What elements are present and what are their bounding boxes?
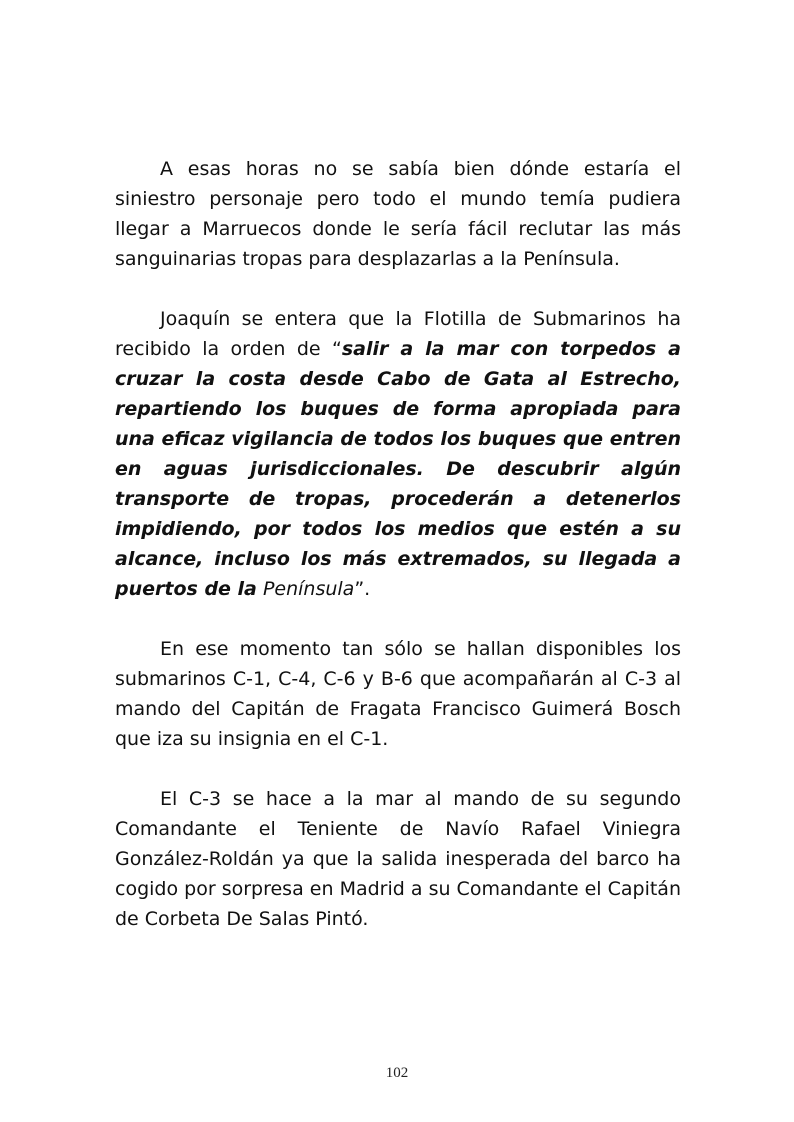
paragraph-2-tail: ”. bbox=[354, 578, 371, 600]
paragraph-3: En ese momento tan sólo se hallan disponibles los submarinos C-1, C-4, C-6 y B-6 que acompañarán al C-3 al mando del Capitán de Fragata Francisco Guimerá Bosch que iza su insignia en el C-1. bbox=[115, 638, 681, 750]
page-number: 102 bbox=[385, 1065, 409, 1081]
paragraph-2-lead: Joaquín se entera que la Flotilla de Submarinos ha recibido la orden de “ bbox=[115, 308, 681, 360]
paragraph-2 bbox=[115, 304, 681, 604]
paragraph-1: A esas horas no se sabía bien dónde estaría el siniestro personaje pero todo el mundo temía pudiera llegar a Marruecos donde le sería fácil reclutar las más sanguinarias tropas para desplazarlas a la Península. bbox=[115, 158, 681, 270]
order-quote: salir a la mar con torpedos a cruzar la costa desde Cabo de Gata al Estrecho, repartiendo los buques de forma apropiada para una eficaz vigilancia de todos los buques que entren en aguas jurisdiccionales. De descubrir algún transporte de tropas, procederán a detenerlos impidiendo, por todos los medios que estén a su alcance, incluso los más extremados, su llegada a puertos de la bbox=[115, 338, 682, 600]
page-body bbox=[115, 154, 681, 934]
order-quote-end: Península bbox=[262, 578, 355, 600]
paragraph-4: El C-3 se hace a la mar al mando de su segundo Comandante el Teniente de Navío Rafael Viniegra González-Roldán ya que la salida inesperada del barco ha cogido por sorpresa en Madrid a su Comandante el Capitán de Corbeta De Salas Pintó. bbox=[115, 788, 681, 930]
